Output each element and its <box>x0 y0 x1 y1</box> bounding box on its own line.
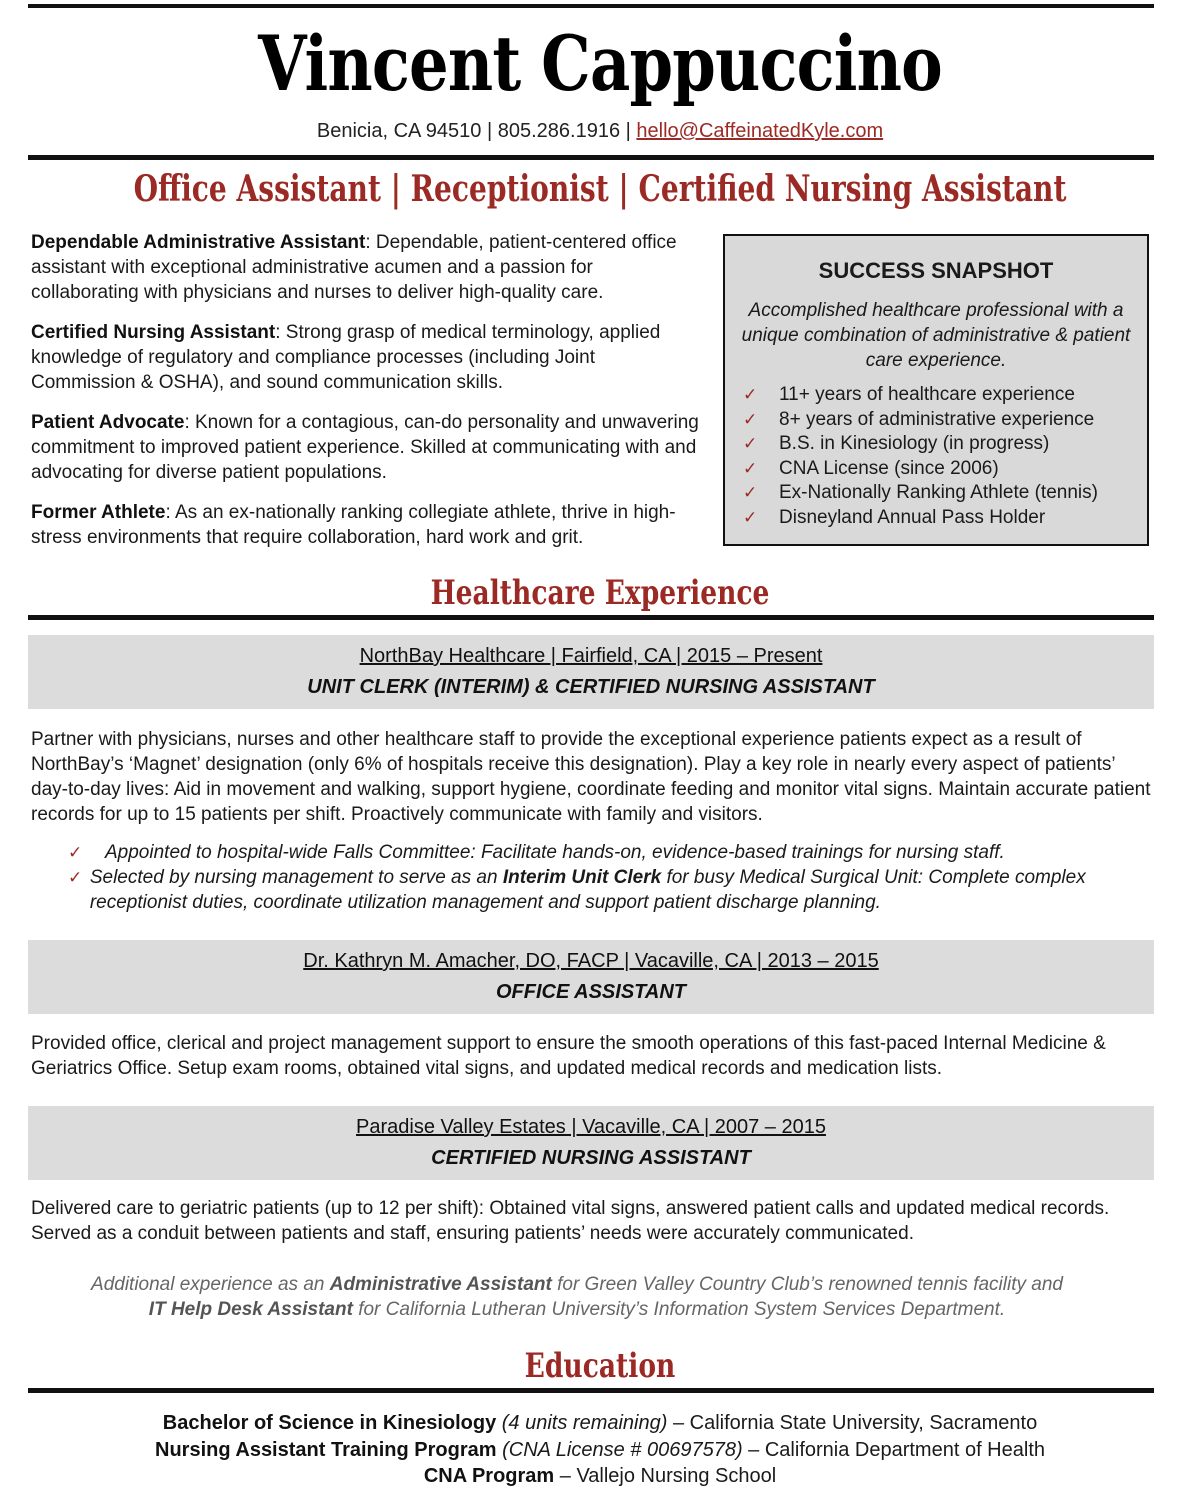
summary-paragraph: Dependable Administrative Assistant: Dependable, patient-centered office assistant with exceptional administrative acumen and a passion for collaborating with physicians and nurses to deliver high-quality care. <box>31 232 677 303</box>
location: Benicia, CA 94510 <box>316 120 482 142</box>
list-item: ✓ Selected by nursing management to serve as an Interim Unit Clerk for busy Medical Surgical Unit: Complete complex receptionist duties, coordinate utilization management and support patient discharge planning. <box>68 867 1086 913</box>
section-title-education: Education <box>524 1346 676 1386</box>
job-achievements <box>68 840 1148 915</box>
job-header <box>28 1106 1154 1180</box>
summary-paragraph: Former Athlete: As an ex-nationally ranking collegiate athlete, thrive in high-stress environments that require collaboration, hard work and grit. <box>31 502 676 548</box>
phone: 805.286.1916 <box>497 120 621 142</box>
checkmark-icon: ✓ <box>743 385 758 404</box>
checkmark-icon: ✓ <box>68 868 83 887</box>
summary-section <box>31 230 703 565</box>
list-item: ✓ Disneyland Annual Pass Holder <box>743 506 1147 531</box>
list-item: ✓ 8+ years of administrative experience <box>743 408 1147 433</box>
job-header <box>28 635 1154 709</box>
candidate-name: Vincent Cappuccino <box>258 19 942 108</box>
headline: Office Assistant | Receptionist | Certified Nursing Assistant <box>133 168 1067 210</box>
checkmark-icon: ✓ <box>68 843 83 862</box>
job-employer: NorthBay Healthcare | Fairfield, CA | 2015 – Present <box>359 645 823 667</box>
additional-experience: Additional experience as an Administrative Assistant for Green Valley Country Club’s renowned tennis facility and IT Help Desk Assistant for California Lutheran University’s Information System Services Department. <box>91 1274 1063 1320</box>
education-divider <box>28 1388 1154 1393</box>
job-header <box>28 940 1154 1014</box>
contact-line: Benicia, CA 94510 | 805.286.1916 | hello@CaffeinatedKyle.com <box>316 120 884 142</box>
education-entry: Nursing Assistant Training Program (CNA License # 00697578) – California Department of Health <box>155 1438 1045 1461</box>
job-title: OFFICE ASSISTANT <box>496 981 686 1003</box>
snapshot-intro: Accomplished healthcare professional with a unique combination of administrative & patient care experience. <box>741 300 1131 371</box>
education-list <box>0 1410 1200 1490</box>
experience-divider <box>28 615 1154 620</box>
list-item: ✓ 11+ years of healthcare experience <box>743 383 1147 408</box>
job-employer: Paradise Valley Estates | Vacaville, CA | 2007 – 2015 <box>356 1116 826 1138</box>
job-description: Provided office, clerical and project management support to ensure the smooth operations of this fast-paced Internal Medicine & Geriatrics Office. Setup exam rooms, obtained vital signs, and updated medical records and medication lists. <box>31 1033 1106 1079</box>
checkmark-icon: ✓ <box>743 458 758 478</box>
job-title: CERTIFIED NURSING ASSISTANT <box>431 1147 751 1169</box>
checkmark-icon: ✓ <box>743 507 758 527</box>
top-border-line <box>28 4 1154 8</box>
snapshot-title: SUCCESS SNAPSHOT <box>818 258 1054 283</box>
list-item: ✓ Appointed to hospital-wide Falls Committee: Facilitate hands-on, evidence-based trainings for nursing staff. <box>68 842 1005 863</box>
checkmark-icon: ✓ <box>743 483 758 502</box>
summary-paragraph: Patient Advocate: Known for a contagious, can-do personality and unwavering commitment to improved patient experience. Skilled at communicating with and advocating for diverse patient populations. <box>31 412 699 483</box>
education-entry: Bachelor of Science in Kinesiology (4 units remaining) – California State University, Sacramento <box>162 1412 1038 1434</box>
list-item: ✓ CNA License (since 2006) <box>743 457 1147 482</box>
education-entry: CNA Program – Vallejo Nursing School <box>423 1465 777 1487</box>
email-link[interactable]: hello@CaffeinatedKyle.com <box>636 120 884 142</box>
header-divider <box>28 155 1154 160</box>
job-employer: Dr. Kathryn M. Amacher, DO, FACP | Vacaville, CA | 2013 – 2015 <box>303 950 879 972</box>
checkmark-icon: ✓ <box>743 409 758 429</box>
job-description: Delivered care to geriatric patients (up to 12 per shift): Obtained vital signs, answered patient calls and updated medical records. Served as a conduit between patients and staff, ensuring patients’ needs were accurately communicated. <box>31 1198 1110 1244</box>
job-description: Partner with physicians, nurses and other healthcare staff to provide the exceptional experience patients expect as a result of NorthBay’s ‘Magnet’ designation (only 6% of hospitals receive this designation). Play a key role in nearly every aspect of patients’ day-to-day lives: Aid in movement and walking, support hygiene, coordinate feeding and monitor vital signs. Maintain accurate patient records for up to 15 patients per shift. Proactively communicate with family and visitors. <box>31 729 1151 825</box>
checkmark-icon: ✓ <box>743 434 758 453</box>
job-title: UNIT CLERK (INTERIM) & CERTIFIED NURSING ASSISTANT <box>307 676 875 698</box>
section-title-experience: Healthcare Experience <box>430 573 770 613</box>
list-item: ✓ Ex-Nationally Ranking Athlete (tennis) <box>743 481 1147 506</box>
list-item: ✓ B.S. in Kinesiology (in progress) <box>743 432 1147 457</box>
snapshot-list <box>725 383 1147 530</box>
success-snapshot-box <box>723 234 1149 546</box>
summary-paragraph: Certified Nursing Assistant: Strong grasp of medical terminology, applied knowledge of regulatory and compliance processes (including Joint Commission & OSHA), and sound communication skills. <box>31 322 661 393</box>
